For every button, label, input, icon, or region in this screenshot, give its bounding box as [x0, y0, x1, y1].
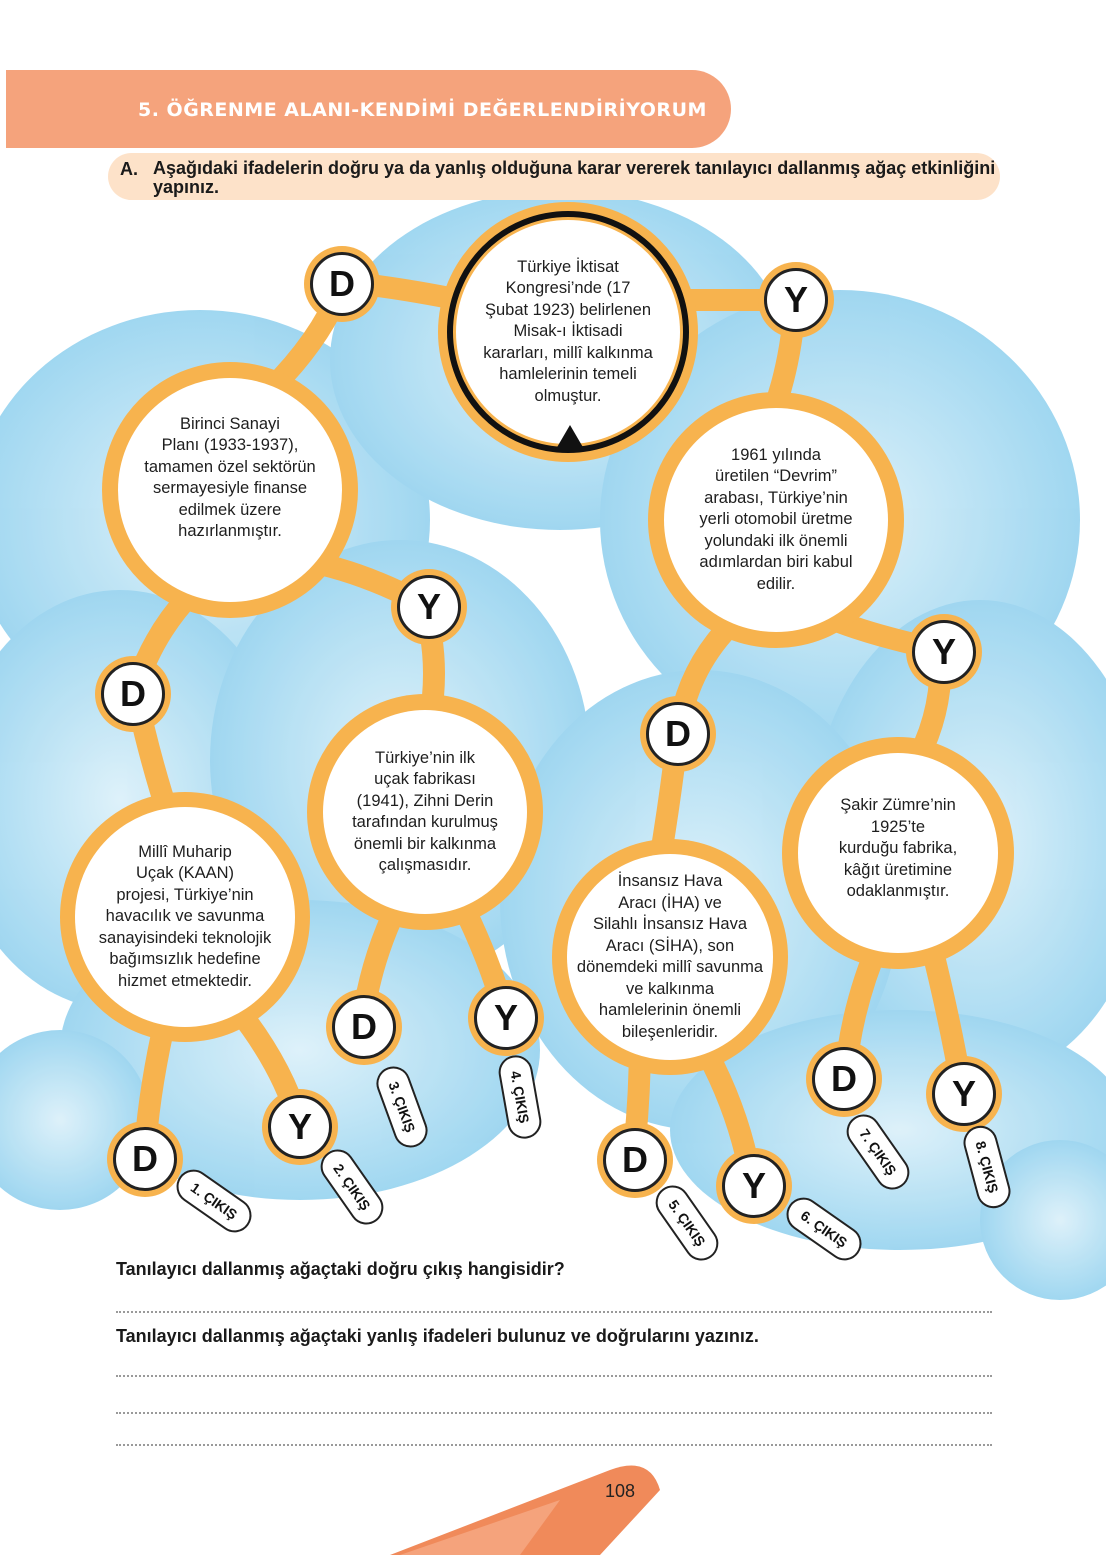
- question-2: Tanılayıcı dallanmış ağaçtaki yanlış ifadeleri bulunuz ve doğrularını yazınız.: [116, 1326, 759, 1346]
- exit-3[interactable]: 3. ÇIKIŞ: [372, 1062, 433, 1153]
- node-root-d[interactable]: D: [310, 252, 374, 316]
- page-title: 5. ÖĞRENME ALANI-KENDİMİ DEĞERLENDİRİYORUM: [138, 99, 707, 121]
- exit-6[interactable]: 6. ÇIKIŞ: [780, 1191, 868, 1267]
- exit-1[interactable]: 1. ÇIKIŞ: [170, 1163, 258, 1239]
- node-right-y[interactable]: Y: [912, 620, 976, 684]
- question-1: Tanılayıcı dallanmış ağaçtaki doğru çıkış hangisidir?: [116, 1259, 565, 1279]
- instruction-letter: A.: [120, 159, 138, 179]
- exit-8[interactable]: 8. ÇIKIŞ: [960, 1122, 1015, 1212]
- answer-line-3[interactable]: [116, 1412, 992, 1414]
- statement-right-right: Şakir Zümre’nin 1925’te kurduğu fabrika, kâğıt üretimine odaklanmıştır.: [838, 796, 958, 901]
- answer-line-4[interactable]: [116, 1444, 992, 1446]
- statement-right: 1961 yılında üretilen “Devrim” arabası, Türkiye’nin yerli otomobil üretme yolundaki ilk önemli adımlardan biri kabul edilir.: [699, 445, 853, 593]
- exit-5[interactable]: 5. ÇIKIŞ: [649, 1179, 725, 1267]
- page-number: 108: [605, 1481, 636, 1501]
- statement-right-left: İnsansız Hava Aracı (İHA) ve Silahlı İnsansız Hava Aracı (SİHA), son dönemdeki millî savunma ve kalkınma hamlelerinin önemli bileşenleridir.: [576, 872, 764, 1041]
- answer-line-1[interactable]: [116, 1311, 992, 1313]
- statement-left-left: Millî Muharip Uçak (KAAN) projesi, Türkiye’nin havacılık ve savunma sanayisindeki teknolojik bağımsızlık hedefine hizmet etmektedir.: [98, 842, 272, 990]
- exit-4[interactable]: 4. ÇIKIŞ: [496, 1053, 544, 1142]
- statement-left-right: Türkiye’nin ilk uçak fabrikası (1941), Zihni Derin tarafından kurulmuş önemli bir kalkınma çalışmasıdır.: [352, 748, 498, 874]
- node-left-d[interactable]: D: [101, 662, 165, 726]
- node-leftleft-d[interactable]: D: [113, 1127, 177, 1191]
- node-rightleft-y[interactable]: Y: [722, 1154, 786, 1218]
- node-root-y[interactable]: Y: [764, 268, 828, 332]
- node-leftright-y[interactable]: Y: [474, 986, 538, 1050]
- answer-line-2[interactable]: [116, 1375, 992, 1377]
- node-rightright-y[interactable]: Y: [932, 1062, 996, 1126]
- node-left-y[interactable]: Y: [397, 575, 461, 639]
- node-rightleft-d[interactable]: D: [603, 1128, 667, 1192]
- statement-root: Türkiye İktisat Kongresi’nde (17 Şubat 1923) belirlenen Misak-ı İktisadi kararları, millî kalkınma hamlelerinin temeli olmuştur.: [483, 257, 653, 405]
- node-right-d[interactable]: D: [646, 702, 710, 766]
- node-leftleft-y[interactable]: Y: [268, 1095, 332, 1159]
- node-rightright-d[interactable]: D: [812, 1047, 876, 1111]
- node-leftright-d[interactable]: D: [332, 995, 396, 1059]
- exit-7[interactable]: 7. ÇIKIŞ: [840, 1108, 916, 1196]
- exit-2[interactable]: 2. ÇIKIŞ: [314, 1143, 390, 1231]
- instruction-text: Aşağıdaki ifadelerin doğru ya da yanlış olduğuna karar vererek tanılayıcı dallanmış ağaç etkinliğini yapınız.: [153, 158, 996, 197]
- statement-left: Birinci Sanayi Planı (1933-1937), tamamen özel sektörün sermayesiyle finanse edilmek üzere hazırlanmıştır.: [144, 414, 316, 540]
